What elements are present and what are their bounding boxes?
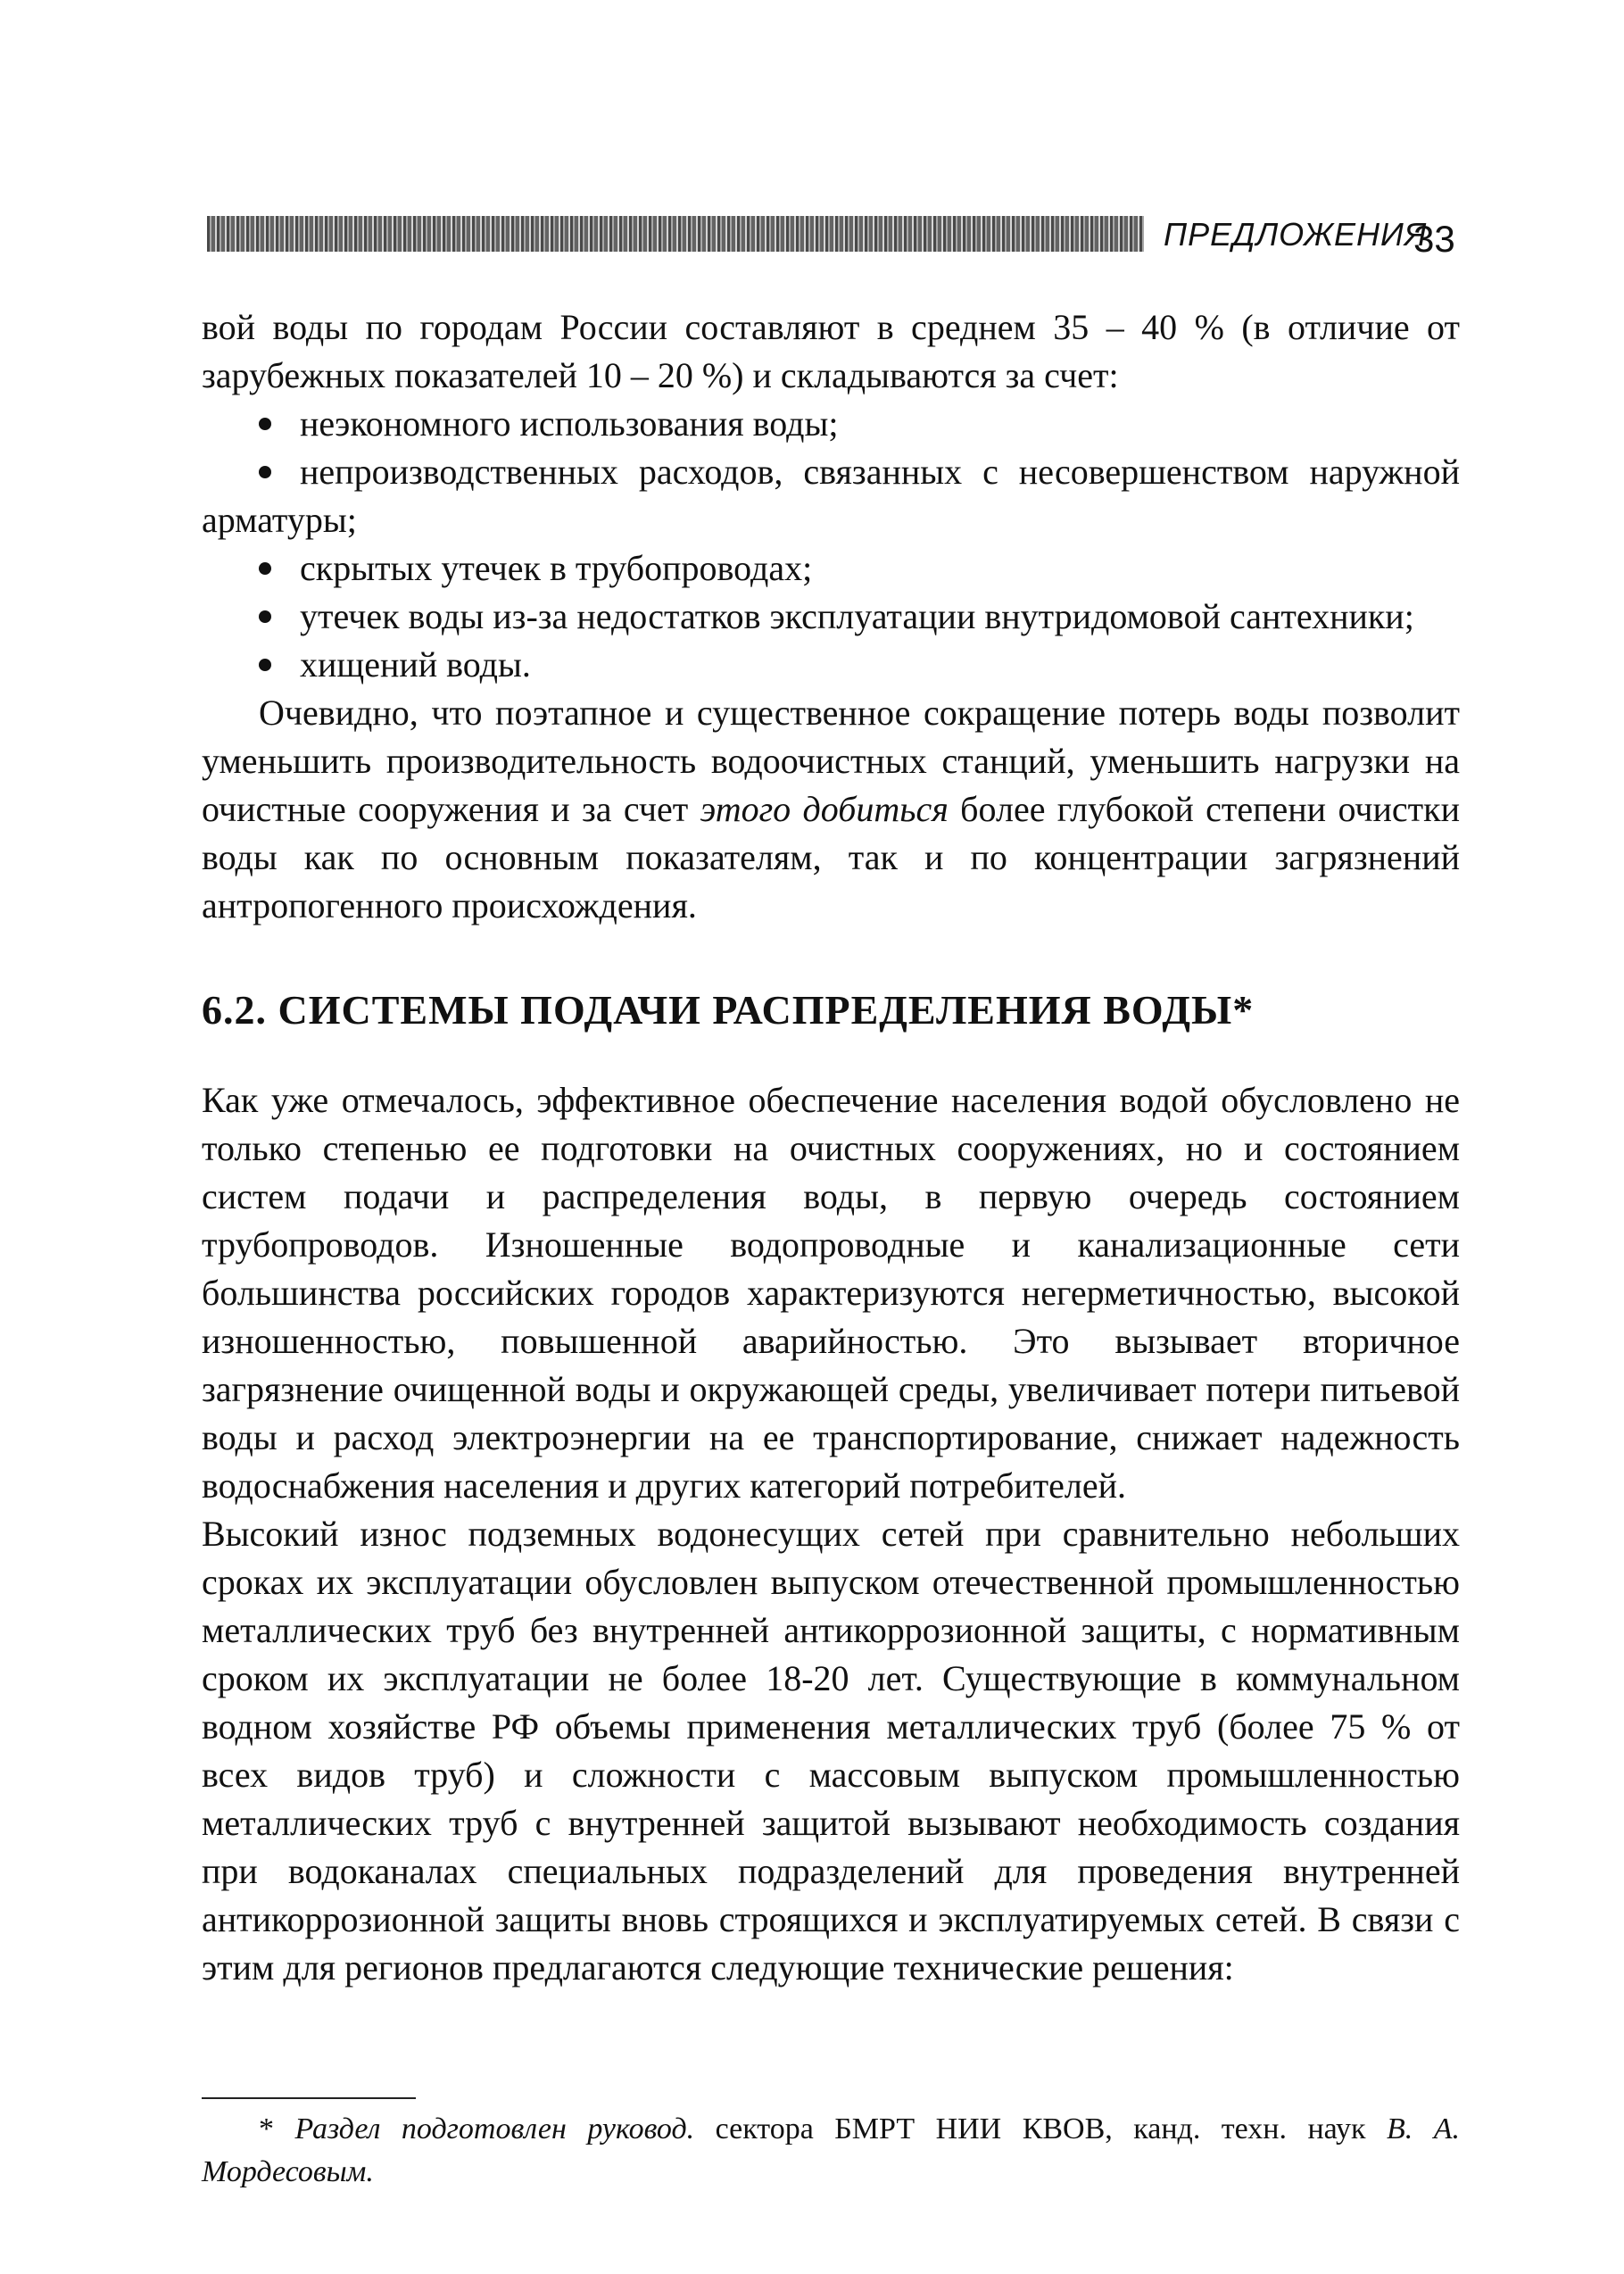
footnote	[202, 2108, 1460, 2194]
list-item-text: скрытых утечек в трубопроводах;	[300, 548, 813, 588]
list-item	[202, 400, 1460, 448]
conclusion-text-italic: этого добиться	[700, 789, 949, 829]
intro-paragraph: вой воды по городам России составляют в среднем 35 – 40 % (в отличие от зарубежных показателей 10 – 20 %) и складываются за счет:	[202, 307, 1460, 395]
footnote-author: В. А. Мордесовым.	[202, 2112, 1461, 2188]
section-paragraph-2: Высокий износ подземных водонесущих сетей при сравнительно небольших сроках их эксплуатации обусловлен выпуском отечественной промышленностью металлических труб без внутренней антикоррозионной защиты, с нормативным сроком их эксплуатации не более 18-20 лет. Существующие в коммунальном водном хозяйстве РФ объемы применения металлических труб (более 75 % от всех видов труб) и сложности с массовым выпуском промышленностью металлических труб с внутренней защитой вызывают необходимость создания при водоканалах специальных подразделений для проведения внутренней антикоррозионной защиты вновь строящихся и эксплуатируемых сетей. В связи с этим для регионов предлагаются следующие технические решения:	[202, 1514, 1460, 1988]
page-body	[202, 303, 1460, 1992]
footnote-marker: *	[259, 2112, 274, 2145]
list-item	[202, 641, 1460, 689]
list-item-text: непроизводственных расходов, связанных с несовершенством наружной арматуры;	[202, 452, 1460, 540]
list-item	[202, 448, 1460, 544]
bullet-icon	[259, 610, 271, 623]
section-heading: 6.2. СИСТЕМЫ ПОДАЧИ РАСПРЕДЕЛЕНИЯ ВОДЫ*	[202, 987, 1255, 1033]
bullet-icon	[259, 659, 271, 671]
list-item-text: хищений воды.	[300, 644, 531, 685]
list-item-text: неэкономного использования воды;	[300, 403, 839, 444]
bullet-icon	[259, 466, 271, 478]
conclusion-paragraph	[202, 689, 1460, 930]
list-item-text: утечек воды из-за недостатков эксплуатации внутридомовой сантехники;	[300, 596, 1414, 636]
footnote-text: сектора БМРТ НИИ КВОВ, канд. техн. наук	[715, 2112, 1366, 2145]
section-paragraph-1: Как уже отмечалось, эффективное обеспечение населения водой обусловлено не только степенью ее подготовки на очистных сооружениях, но и состоянием систем подачи и распределения воды, в первую очередь состоянием трубопроводов. Изношенные водопроводные и канализационные сети большинства российских городов характеризуются негерметичностью, высокой изношенностью, повышенной аварийностью. Это вызывает вторичное загрязнение очищенной воды и окружающей среды, увеличивает потери питьевой воды и расход электроэнергии на ее транспортирование, снижает надежность водоснабжения населения и других категорий потребителей.	[202, 1080, 1460, 1506]
page-header	[207, 207, 1453, 264]
conclusion-text-end: более глубокой степени очистки воды как по основным показателям, так и по концентрации загрязнений антропогенного происхождения.	[202, 789, 1461, 925]
list-item	[202, 544, 1460, 593]
loss-causes-list	[202, 400, 1460, 689]
bullet-icon	[259, 418, 271, 430]
list-item	[202, 593, 1460, 641]
conclusion-text-start: Очевидно, что поэтапное и существенное сокращение потерь воды позволит уменьшить производительность водоочистных станций, уменьшить нагрузки на очистные сооружения и за счет	[202, 693, 1460, 829]
footnote-divider	[202, 2097, 416, 2099]
header-decorative-band	[207, 216, 1144, 252]
bullet-icon	[259, 562, 271, 575]
page-number: 33	[1413, 218, 1455, 260]
running-title: ПРЕДЛОЖЕНИЯ	[1164, 216, 1428, 253]
footnote-text-italic: Раздел подготовлен руковод.	[294, 2112, 695, 2145]
